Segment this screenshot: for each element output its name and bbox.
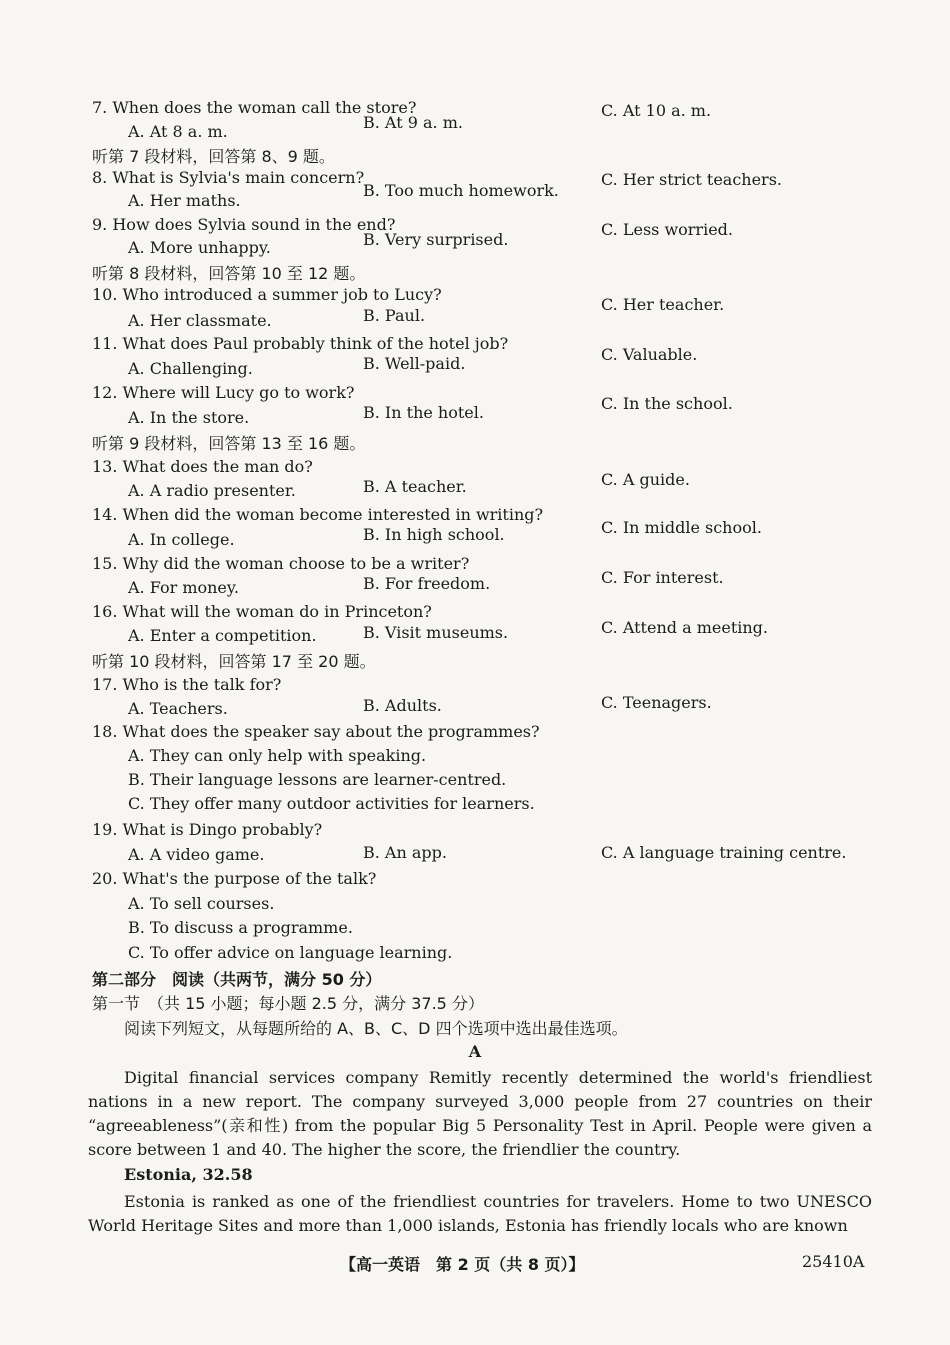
question-9-stem: 9. How does Sylvia sound in the end? xyxy=(92,215,396,234)
question-18-option-b: B. Their language lessons are learner-centred. xyxy=(128,770,507,789)
question-10-option-b: B. Paul. xyxy=(363,306,426,325)
question-12-stem: 12. Where will Lucy go to work? xyxy=(92,383,355,402)
passage-paragraph-1 xyxy=(88,1066,872,1162)
question-8-option-a: A. Her maths. xyxy=(128,191,241,210)
question-9-option-c: C. Less worried. xyxy=(601,220,733,239)
question-8-stem: 8. What is Sylvia's main concern? xyxy=(92,168,365,187)
question-17-option-c: C. Teenagers. xyxy=(601,693,712,712)
instruction-passage-7: 听第 7 段材料，回答第 8、9 题。 xyxy=(92,147,335,166)
section-one-heading: 第一节 （共 15 小题；每小题 2.5 分，满分 37.5 分） xyxy=(92,994,484,1013)
question-13-option-c: C. A guide. xyxy=(601,470,690,489)
passage-subheading: Estonia, 32.58 xyxy=(124,1165,253,1184)
reading-direction: 阅读下列短文，从每题所给的 A、B、C、D 四个选项中选出最佳选项。 xyxy=(124,1019,628,1038)
question-12-option-c: C. In the school. xyxy=(601,394,733,413)
passage-paragraph-2-text: Estonia is ranked as one of the friendliest countries for travelers. Home to two UNESCO World Heritage Sites and more than 1,000 islands, Estonia has friendly locals who are known xyxy=(88,1192,872,1235)
question-19-option-a: A. A video game. xyxy=(128,845,265,864)
page-footer-code: 25410A xyxy=(802,1252,865,1271)
question-14-option-a: A. In college. xyxy=(128,530,235,549)
part-two-heading: 第二部分 阅读（共两节，满分 50 分） xyxy=(92,970,382,989)
question-11-option-b: B. Well-paid. xyxy=(363,354,466,373)
question-17-stem: 17. Who is the talk for? xyxy=(92,675,282,694)
question-18-option-c: C. They offer many outdoor activities for learners. xyxy=(128,794,535,813)
question-20-stem: 20. What's the purpose of the talk? xyxy=(92,869,377,888)
passage-paragraph-1-text: Digital financial services company Remitly recently determined the world's friendliest nations in a new report. The company surveyed 3,000 people from 27 countries on their “agreeableness”(亲和性) from the popular Big 5 Personality Test in April. People were given a score between 1 and 40. The higher the score, the friendlier the country. xyxy=(88,1068,872,1159)
question-7-option-c: C. At 10 a. m. xyxy=(601,101,712,120)
question-8-option-b: B. Too much homework. xyxy=(363,181,559,200)
question-20-option-c: C. To offer advice on language learning. xyxy=(128,943,453,962)
page-footer-label: 【高一英语 第 2 页（共 8 页）】 xyxy=(340,1255,585,1274)
question-18-stem: 18. What does the speaker say about the programmes? xyxy=(92,722,540,741)
question-15-stem: 15. Why did the woman choose to be a writer? xyxy=(92,554,470,573)
question-16-stem: 16. What will the woman do in Princeton? xyxy=(92,602,432,621)
question-13-option-a: A. A radio presenter. xyxy=(128,481,296,500)
question-10-option-c: C. Her teacher. xyxy=(601,295,725,314)
question-18-option-a: A. They can only help with speaking. xyxy=(128,746,427,765)
question-8-option-c: C. Her strict teachers. xyxy=(601,170,782,189)
question-10-option-a: A. Her classmate. xyxy=(128,311,272,330)
question-14-option-c: C. In middle school. xyxy=(601,518,762,537)
question-19-option-b: B. An app. xyxy=(363,843,447,862)
question-20-option-a: A. To sell courses. xyxy=(128,894,275,913)
question-16-option-a: A. Enter a competition. xyxy=(128,626,317,645)
passage-letter: A xyxy=(468,1042,482,1061)
question-15-option-b: B. For freedom. xyxy=(363,574,491,593)
question-7-stem: 7. When does the woman call the store? xyxy=(92,98,417,117)
question-19-option-c: C. A language training centre. xyxy=(601,843,847,862)
question-9-option-a: A. More unhappy. xyxy=(128,238,271,257)
question-20-option-b: B. To discuss a programme. xyxy=(128,918,353,937)
question-19-stem: 19. What is Dingo probably? xyxy=(92,820,323,839)
question-15-option-c: C. For interest. xyxy=(601,568,724,587)
question-14-option-b: B. In high school. xyxy=(363,525,505,544)
question-15-option-a: A. For money. xyxy=(128,578,239,597)
question-10-stem: 10. Who introduced a summer job to Lucy? xyxy=(92,285,442,304)
instruction-passage-8: 听第 8 段材料，回答第 10 至 12 题。 xyxy=(92,264,366,283)
question-9-option-b: B. Very surprised. xyxy=(363,230,509,249)
question-12-option-a: A. In the store. xyxy=(128,408,250,427)
question-16-option-b: B. Visit museums. xyxy=(363,623,509,642)
instruction-passage-10: 听第 10 段材料，回答第 17 至 20 题。 xyxy=(92,652,376,671)
question-11-stem: 11. What does Paul probably think of the hotel job? xyxy=(92,334,509,353)
question-11-option-c: C. Valuable. xyxy=(601,345,698,364)
question-14-stem: 14. When did the woman become interested in writing? xyxy=(92,505,544,524)
instruction-passage-9: 听第 9 段材料，回答第 13 至 16 题。 xyxy=(92,434,366,453)
question-12-option-b: B. In the hotel. xyxy=(363,403,484,422)
question-13-option-b: B. A teacher. xyxy=(363,477,467,496)
question-7-option-a: A. At 8 a. m. xyxy=(128,122,228,141)
passage-paragraph-2 xyxy=(88,1190,872,1238)
question-11-option-a: A. Challenging. xyxy=(128,359,253,378)
question-13-stem: 13. What does the man do? xyxy=(92,457,313,476)
question-17-option-a: A. Teachers. xyxy=(128,699,228,718)
question-17-option-b: B. Adults. xyxy=(363,696,442,715)
question-16-option-c: C. Attend a meeting. xyxy=(601,618,768,637)
question-7-option-b: B. At 9 a. m. xyxy=(363,113,463,132)
